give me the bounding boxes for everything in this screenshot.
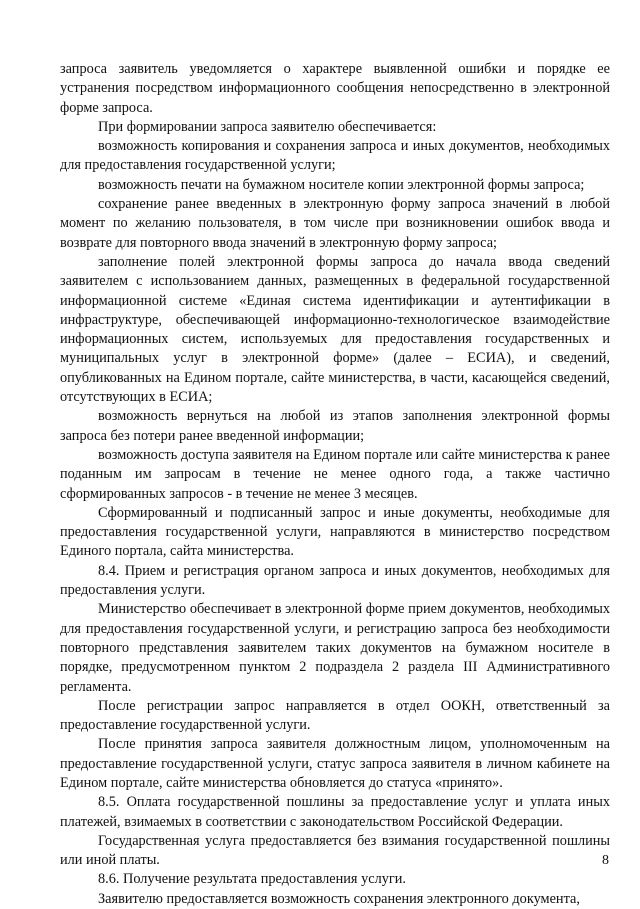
paragraph: запроса заявитель уведомляется о характере выявленной ошибки и порядке ее устранения посредством информационного сообщения непосредственно в электронной форме запроса. <box>60 61 610 116</box>
paragraph: Сформированный и подписанный запрос и иные документы, необходимые для предоставления государственной услуги, направляются в министерство посредством Единого портала, сайта министерства. <box>60 504 610 560</box>
paragraph: возможность вернуться на любой из этапов заполнения электронной формы запроса без потери ранее введенной информации; <box>60 408 610 444</box>
paragraph: 8.5. Оплата государственной пошлины за предоставление услуг и уплата иных платежей, взимаемых в соответствии с законодательством Российской Федерации. <box>60 794 610 830</box>
paragraph: 8.4. Прием и регистрация органом запроса и иных документов, необходимых для предоставления услуги. <box>60 562 610 599</box>
paragraph: возможность печати на бумажном носителе копии электронной формы запроса; <box>98 176 585 193</box>
body-text <box>60 60 610 909</box>
paragraph: возможность доступа заявителя на Едином портале или сайте министерства к ранее поданным им запросам в течение не менее одного года, а также частично сформированных запросов - в течение не менее 3 месяцев. <box>60 446 610 502</box>
paragraph: Заявителю предоставляется возможность сохранения электронного документа, <box>98 890 580 907</box>
page-number: 8 <box>602 853 609 868</box>
paragraph: заполнение полей электронной формы запроса до начала ввода сведений заявителем с использованием данных, размещенных в федеральной государственной информационной системе «Единая система идентификации и аутентификации в инфраструктуре, обеспечивающей информационно-технологическое взаимодействие информационных систем, используемых для предоставления государственных и муниципальных услуг в электронной форме» (далее – ЕСИА), и сведений, опубликованных на Едином портале, сайте министерства, в части, касающейся сведений, отсутствующих в ЕСИА; <box>60 253 610 406</box>
paragraph: возможность копирования и сохранения запроса и иных документов, необходимых для предоставления государственной услуги; <box>60 138 610 174</box>
paragraph: После принятия запроса заявителя должностным лицом, уполномоченным на предоставление государственной услуги, статус запроса заявителя в личном кабинете на Едином портале, сайте министерства обновляется до статуса «принято». <box>60 736 610 791</box>
paragraph: При формировании запроса заявителю обеспечивается: <box>98 118 437 135</box>
paragraph: После регистрации запрос направляется в отдел ООКН, ответственный за предоставление государственной услуги. <box>60 697 610 734</box>
paragraph: 8.6. Получение результата предоставления услуги. <box>98 871 406 888</box>
paragraph: Государственная услуга предоставляется без взимания государственной пошлины или иной платы. <box>60 832 610 869</box>
paragraph: сохранение ранее введенных в электронную форму запроса значений в любой момент по желанию пользователя, в том числе при возникновении ошибок ввода и возврате для повторного ввода значений в электронную форму запроса; <box>60 196 610 251</box>
paragraph: Министерство обеспечивает в электронной форме прием документов, необходимых для предоставления государственной услуги, и регистрацию запроса без необходимости повторного представления заявителем таких документов на бумажном носителе в порядке, предусмотренном пунктом 2 подраздела 2 раздела III Административного регламента. <box>60 601 610 695</box>
